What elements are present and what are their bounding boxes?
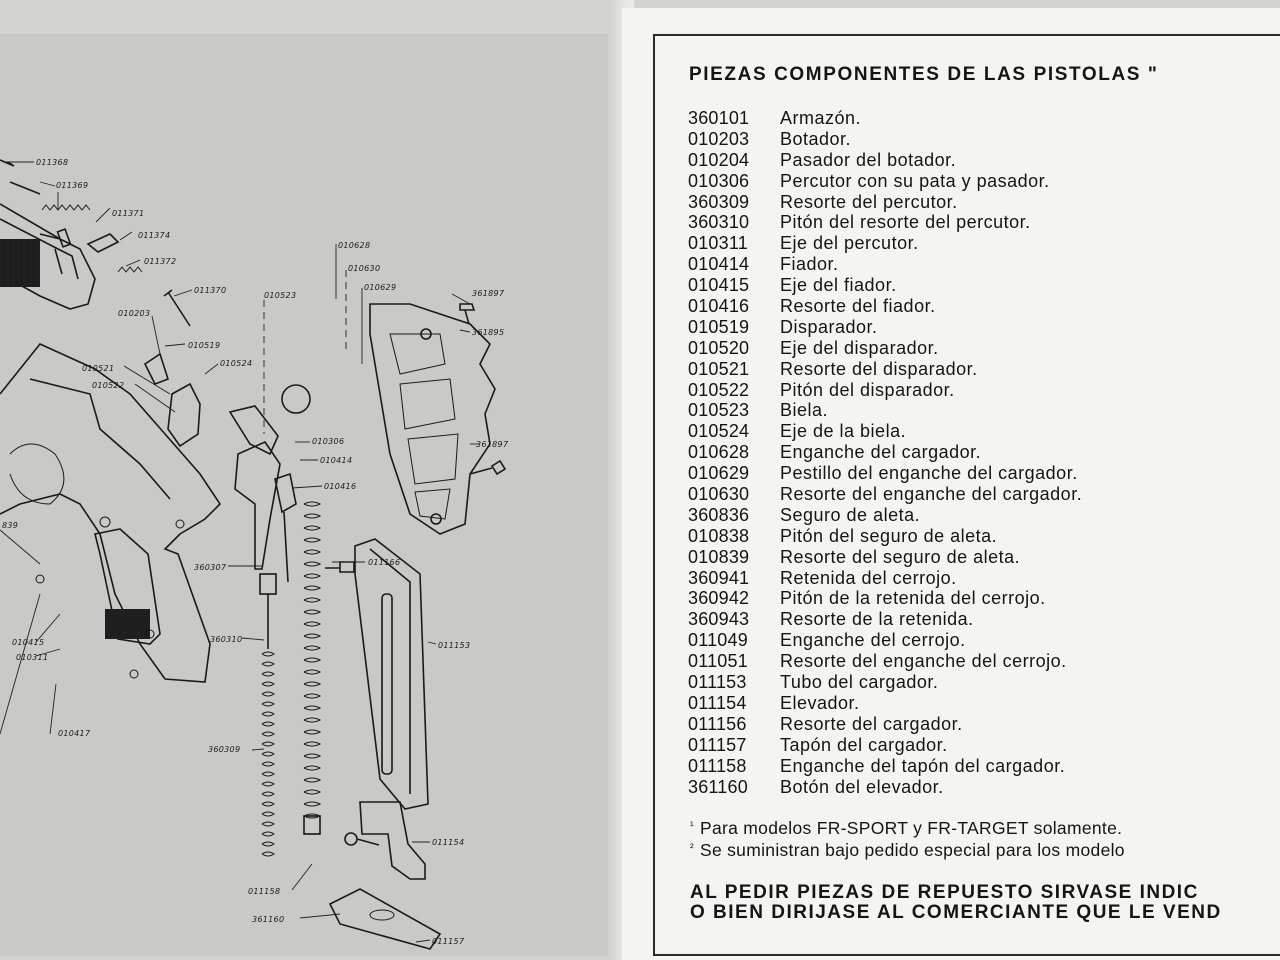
callout-label: 361897 [472, 289, 505, 298]
callout-label: 010415 [12, 638, 45, 647]
part-description: Eje del percutor. [780, 233, 919, 254]
callout-label: 010629 [364, 283, 397, 292]
callout-label: 010203 [118, 309, 151, 318]
callout-label: 360307 [194, 563, 227, 572]
part-code: 010839 [688, 546, 750, 567]
callout-label: 839 [2, 521, 19, 530]
part-description: Resorte del enganche del cargador. [780, 484, 1083, 505]
callout-label: 011374 [138, 231, 171, 240]
part-description: Elevador. [780, 692, 860, 713]
list-item [688, 212, 1082, 233]
callout-label: 361160 [252, 915, 285, 924]
part-code: 010630 [688, 484, 750, 505]
callout-label: 011371 [112, 209, 145, 218]
callout-label: 010306 [312, 437, 345, 446]
list-item [688, 609, 1082, 630]
part-description: Eje del fiador. [780, 275, 897, 296]
part-code: 010522 [688, 379, 750, 400]
part-code: 360942 [688, 588, 750, 609]
part-description: Resorte del seguro de aleta. [780, 546, 1021, 567]
part-description: Fiador. [780, 254, 839, 275]
list-item [688, 568, 1082, 589]
part-description: Enganche del cerrojo. [780, 630, 966, 651]
list-item [688, 421, 1082, 442]
part-description: Enganche del cargador. [780, 442, 982, 463]
part-code: 360941 [688, 567, 750, 588]
part-description: Resorte de la retenida. [780, 609, 974, 630]
list-item [688, 672, 1082, 693]
part-code: 360101 [688, 108, 750, 128]
callout-label: 011154 [432, 838, 465, 847]
list-item [688, 505, 1082, 526]
part-description: Eje de la biela. [780, 421, 907, 442]
callout-label: 361897 [476, 440, 509, 449]
part-description: Seguro de aleta. [780, 504, 921, 525]
part-code: 010311 [688, 233, 748, 254]
part-code: 010203 [688, 128, 750, 149]
part-description: Resorte del percutor. [780, 191, 958, 212]
callout-label: 010311 [16, 653, 49, 662]
part-code: 010414 [688, 254, 750, 275]
part-description: Tapón del cargador. [780, 734, 948, 755]
list-item [688, 735, 1082, 756]
part-description: Pasador del botador. [780, 149, 957, 170]
list-item [688, 442, 1082, 463]
part-description: Disparador. [780, 316, 878, 337]
list-item [688, 192, 1082, 213]
part-code: 010838 [688, 525, 750, 546]
callout-label: 011158 [248, 887, 281, 896]
list-item [688, 296, 1082, 317]
frame-drawing [0, 344, 220, 682]
footnote-text: Se suministran bajo pedido especial para los modelo [699, 840, 1125, 860]
ordering-instruction-line-1: AL PEDIR PIEZAS DE REPUESTO SIRVASE INDIC [690, 882, 1199, 903]
recoil-spring-drawing [260, 502, 320, 856]
callout-label: 011368 [36, 158, 69, 167]
footnote-1 [690, 818, 1122, 839]
part-code: 011049 [688, 630, 748, 651]
callout-label: 360309 [208, 745, 241, 754]
part-code: 010521 [688, 358, 750, 379]
list-item [688, 714, 1082, 735]
part-code: 010628 [688, 442, 750, 463]
part-code: 011154 [688, 692, 747, 713]
list-item [688, 777, 1082, 798]
callout-label: 010628 [338, 241, 371, 250]
part-description: Enganche del tapón del cargador. [780, 755, 1066, 776]
callout-label: 010522 [92, 381, 125, 390]
callout-label: 010417 [58, 729, 91, 738]
part-description: Pitón del seguro de aleta. [780, 525, 998, 546]
part-code: 010306 [688, 170, 750, 191]
list-item [688, 254, 1082, 275]
callout-label: 010414 [320, 456, 353, 465]
callout-label: 011157 [432, 937, 465, 946]
part-code: 010524 [688, 421, 750, 442]
page-heading: PIEZAS COMPONENTES DE LAS PISTOLAS " [689, 64, 1159, 85]
part-code: 010520 [688, 337, 750, 358]
list-item [688, 108, 1082, 129]
part-description: Resorte del cargador. [780, 713, 963, 734]
magazine-drawing [330, 539, 440, 949]
callout-label: 010519 [188, 341, 221, 350]
part-code: 011158 [688, 755, 747, 776]
part-description: Percutor con su pata y pasador. [780, 170, 1050, 191]
part-code: 011051 [688, 651, 748, 672]
callout-label: 010524 [220, 359, 253, 368]
part-code: 360836 [688, 504, 750, 525]
callout-label: 010630 [348, 264, 381, 273]
list-item [688, 526, 1082, 547]
part-code: 010204 [688, 149, 750, 170]
part-description: Biela. [780, 400, 829, 421]
part-description: Tubo del cargador. [780, 672, 939, 693]
part-description: Pitón de la retenida del cerrojo. [780, 588, 1046, 609]
trigger-mechanism-drawing [145, 354, 310, 582]
part-description: Resorte del enganche del cerrojo. [780, 651, 1067, 672]
part-code: 010519 [688, 316, 750, 337]
list-item [688, 317, 1082, 338]
part-code: 360310 [688, 212, 750, 233]
part-description: Retenida del cerrojo. [780, 567, 957, 588]
callout-label: 010521 [82, 364, 115, 373]
list-item [688, 756, 1082, 777]
list-item [688, 233, 1082, 254]
list-item [688, 150, 1082, 171]
part-description: Eje del disparador. [780, 337, 939, 358]
part-code: 011157 [688, 734, 747, 755]
list-item [688, 463, 1082, 484]
part-code: 011156 [688, 713, 747, 734]
list-item [688, 630, 1082, 651]
callout-label: 360310 [210, 635, 243, 644]
footnote-text: Para modelos FR-SPORT y FR-TARGET solamente. [699, 818, 1123, 838]
footnote-marker: ² [690, 842, 694, 854]
list-item [688, 651, 1082, 672]
list-item [688, 338, 1082, 359]
callout-label: 010416 [324, 482, 357, 491]
pistol-exploded-view [0, 34, 608, 956]
part-description: Resorte del disparador. [780, 358, 978, 379]
callout-label: 361895 [472, 328, 505, 337]
callout-label: 011153 [438, 641, 471, 650]
part-description: Botón del elevador. [780, 776, 944, 797]
part-description: Pitón del disparador. [780, 379, 955, 400]
list-item [688, 129, 1082, 150]
list-item [688, 400, 1082, 421]
exploded-diagram-page [0, 34, 608, 956]
grip-plate-drawing [370, 304, 495, 534]
footnote-2 [690, 840, 1125, 861]
callout-label: 011369 [56, 181, 89, 190]
footnote-marker: ¹ [690, 820, 694, 832]
callout-label: 011372 [144, 257, 177, 266]
part-code: 361160 [688, 776, 748, 797]
callout-label: 010523 [264, 291, 297, 300]
part-code: 360943 [688, 609, 750, 630]
list-item [688, 380, 1082, 401]
ordering-instruction-line-2: O BIEN DIRIJASE AL COMERCIANTE QUE LE VEND [690, 902, 1222, 923]
part-description: Armazón. [780, 108, 862, 128]
list-item [688, 359, 1082, 380]
part-code: 010523 [688, 400, 750, 421]
list-item [688, 275, 1082, 296]
part-description: Pestillo del enganche del cargador. [780, 463, 1078, 484]
part-description: Pitón del resorte del percutor. [780, 212, 1031, 233]
leader-lines [0, 162, 480, 942]
list-item [688, 171, 1082, 192]
list-item [688, 588, 1082, 609]
parts-list [688, 108, 1082, 797]
list-item [688, 693, 1082, 714]
part-description: Botador. [780, 128, 852, 149]
callout-label: 011370 [194, 286, 227, 295]
list-item [688, 484, 1082, 505]
part-code: 010415 [688, 275, 750, 296]
part-code: 010629 [688, 463, 750, 484]
list-item [688, 547, 1082, 568]
part-code: 360309 [688, 191, 750, 212]
callout-label: 011166 [368, 558, 401, 567]
slide-drawing [0, 204, 95, 309]
part-code: 011153 [688, 672, 747, 693]
part-description: Resorte del fiador. [780, 296, 936, 317]
part-code: 010416 [688, 296, 750, 317]
